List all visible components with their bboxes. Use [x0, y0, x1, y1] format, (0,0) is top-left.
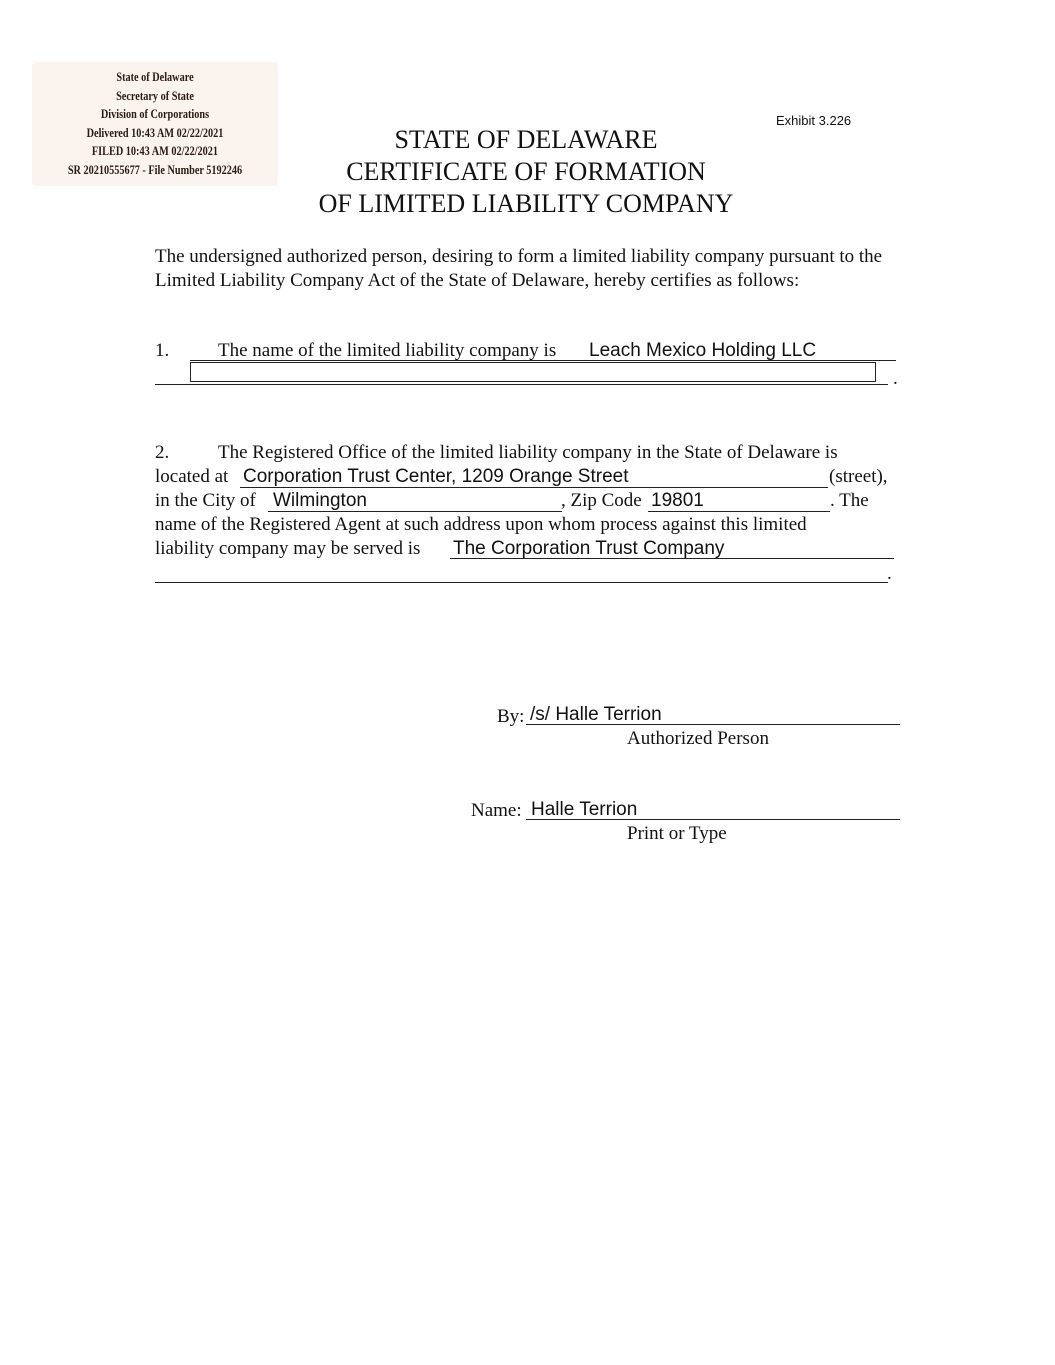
stamp-line: FILED 10:43 AM 02/22/2021	[91, 144, 219, 158]
zip-value: 19801	[651, 490, 704, 511]
item2-text3: liability company may be served is	[155, 538, 421, 559]
document-title	[276, 124, 776, 220]
item1-underline	[190, 360, 896, 361]
located-at-label: located at	[155, 466, 229, 487]
city-underline	[268, 511, 562, 512]
by-label: By:	[497, 706, 525, 727]
signature-value: /s/ Halle Terrion	[530, 704, 662, 725]
title-line: CERTIFICATE OF FORMATION	[346, 157, 706, 186]
stamp-line: SR 20210555677 - File Number 5192246	[67, 162, 243, 177]
name-label: Name:	[471, 800, 522, 821]
street-label: (street),	[829, 466, 888, 487]
stamp-line: Secretary of State	[116, 88, 194, 103]
city-label: in the City of	[155, 490, 256, 511]
street-value: Corporation Trust Center, 1209 Orange Street	[243, 466, 629, 487]
printed-name-value: Halle Terrion	[531, 799, 638, 820]
agent-value: The Corporation Trust Company	[453, 538, 725, 559]
item2-text2: name of the Registered Agent at such address upon whom process against this limited	[155, 514, 807, 535]
exhibit-label: Exhibit 3.226	[776, 113, 852, 128]
city-value: Wilmington	[273, 490, 367, 511]
item2-number: 2.	[155, 442, 170, 463]
item2-period: .	[887, 563, 892, 584]
title-line: STATE OF DELAWARE	[394, 125, 658, 154]
authorized-person-caption: Authorized Person	[627, 728, 769, 749]
item1-period: .	[893, 368, 898, 389]
stamp-line: State of Delaware	[116, 70, 194, 84]
title-line: OF LIMITED LIABILITY COMPANY	[318, 189, 734, 218]
company-name-value: Leach Mexico Holding LLC	[589, 340, 817, 361]
print-or-type-caption: Print or Type	[627, 823, 727, 844]
street-underline	[240, 487, 828, 488]
agent-underline	[450, 558, 894, 559]
zip-underline	[648, 511, 830, 512]
stamp-line: Delivered 10:43 AM 02/22/2021	[86, 125, 224, 140]
stamp-line: Division of Corporations	[100, 107, 210, 121]
name-underline	[526, 819, 900, 820]
intro-paragraph: The undersigned authorized person, desiring to form a limited liability company pursuant to the Limited Liability Company Act of the State of Delaware, hereby certifies as follows:	[155, 246, 883, 291]
filing-stamp	[32, 62, 278, 186]
item1-label: The name of the limited liability company is	[218, 340, 557, 361]
agent-underline-2	[155, 582, 888, 583]
item2-text1: The Registered Office of the limited liability company in the State of Delaware is	[218, 442, 838, 463]
company-name-box	[190, 362, 876, 382]
the-text: . The	[830, 490, 869, 511]
signature-underline	[526, 724, 900, 725]
zip-label: , Zip Code	[561, 490, 642, 511]
item1-underline-2	[155, 384, 888, 385]
item1-number: 1.	[155, 340, 170, 361]
